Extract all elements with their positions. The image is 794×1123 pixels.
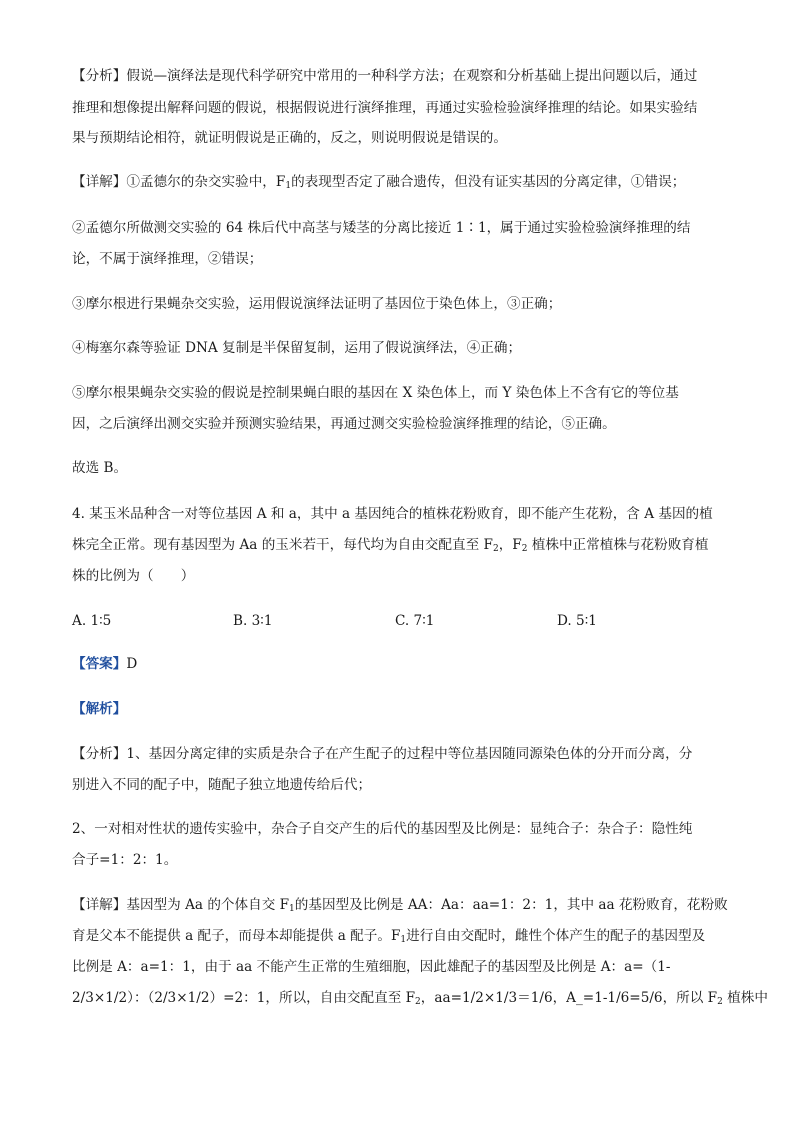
detail2-line4-sub2: 2: [717, 997, 723, 1007]
answer-value: D: [126, 656, 138, 672]
detail1-line1: [72, 172, 685, 192]
detail2-line2: [72, 926, 705, 946]
jiexi-tag: 【解析】: [72, 701, 127, 717]
detail2-line4-a: 2/3×1/2）：（2/3×1/2）=2：1，所以，自由交配直至 F: [72, 990, 416, 1006]
detail2-line3: 比例是 A：a=1：1，由于 aa 不能产生正常的生殖细胞，因此雄配子的基因型及比例是 A：a=（1-: [72, 959, 671, 975]
question4-line2-b: ，F: [498, 537, 522, 553]
question4-line3: 株的比例为（ ）: [72, 568, 195, 584]
question4-line2: [72, 535, 709, 555]
analysis2-line3: 2、一对相对性状的遗传实验中，杂合子自交产生的后代的基因型及比例是：显纯合子：杂合子：隐性纯: [72, 821, 693, 837]
detail1-line4: ③摩尔根进行果蝇杂交实验，运用假说演绎法证明了基因位于染色体上，③正确；: [72, 296, 562, 312]
analysis1-line1: 【分析】假说—演绎法是现代科学研究中常用的一种科学方法；在观察和分析基础上提出问题以后，通过: [72, 68, 698, 84]
detail1-line1-a: 【详解】①孟德尔的杂交实验中，F: [72, 174, 286, 190]
option-c: C. 7∶1: [395, 613, 435, 629]
detail2-line4-sub1: 2: [415, 997, 421, 1007]
analysis1-line2: 推理和想像提出解释问题的假说，根据假说进行演绎推理，再通过实验检验演绎推理的结论。如果实验结: [72, 100, 698, 116]
answer-line: [72, 654, 137, 674]
analysis1-line3: 果与预期结论相符，就证明假说是正确的，反之，则说明假说是错误的。: [72, 130, 507, 146]
detail2-line1: [72, 895, 728, 915]
detail2-line1-b: 的基因型及比例是 AA：Aa：aa=1：2：1，其中 aa 花粉败育，花粉败: [294, 897, 728, 913]
detail1-line5: ④梅塞尔森等验证 DNA 复制是半保留复制，运用了假说演绎法，④正确；: [72, 340, 522, 356]
detail1-line1-b: 的表现型否定了融合遗传，但没有证实基因的分离定律，①错误；: [291, 174, 686, 190]
analysis2-line2: 别进入不同的配子中，随配子独立地遗传给后代；: [72, 777, 372, 793]
analysis2-line1: 【分析】1、基因分离定律的实质是杂合子在产生配子的过程中等位基因随同源染色体的分开而分离，分: [72, 746, 693, 762]
detail2-line2-b: 进行自由交配时，雌性个体产生的配子的基因型及: [406, 928, 706, 944]
detail1-conclusion: 故选 B。: [72, 460, 128, 476]
question4-line2-sub1: 2: [492, 544, 499, 554]
detail1-line2: ②孟德尔所做测交实验的 64 株后代中高茎与矮茎的分离比接近 1∶1，属于通过实验检验演绎推理的结: [72, 220, 691, 236]
detail2-line4-c: 植株中: [722, 990, 768, 1006]
detail1-line3: 论，不属于演绎推理，②错误；: [72, 251, 263, 267]
option-b: B. 3∶1: [233, 613, 273, 629]
detail2-line2-a: 育是父本不能提供 a 配子，而母本却能提供 a 配子。F: [72, 928, 401, 944]
question4-line2-c: 植株中正常植株与花粉败育植: [527, 537, 709, 553]
detail2-line1-sub: 1: [289, 904, 295, 914]
question4-line1: 4. 某玉米品种含一对等位基因 A 和 a，其中 a 基因纯合的植株花粉败育，即不能产生花粉，含 A 基因的植: [72, 506, 713, 522]
detail2-line4: [72, 988, 768, 1008]
option-a: A. 1∶5: [72, 613, 112, 629]
jiexi-line: [72, 699, 126, 719]
detail1-line1-sub: 1: [285, 181, 292, 191]
detail1-line6: ⑤摩尔根果蝇杂交实验的假说是控制果蝇白眼的基因在 X 染色体上，而 Y 染色体上不含有它的等位基: [72, 385, 679, 401]
detail1-line7: 因，之后演绎出测交实验并预测实验结果，再通过测交实验检验演绎推理的结论，⑤正确。: [72, 416, 616, 432]
answer-tag: 【答案】: [72, 656, 127, 672]
question4-line2-sub2: 2: [521, 544, 528, 554]
detail2-line4-b: ，aa=1/2×1/3＝1/6，A_=1-1/6=5/6，所以 F: [420, 990, 718, 1006]
question4-line2-a: 株完全正常。现有基因型为 Aa 的玉米若干，每代均为自由交配直至 F: [72, 537, 493, 553]
detail2-line1-a: 【详解】基因型为 Aa 的个体自交 F: [72, 897, 290, 913]
option-d: D. 5∶1: [557, 613, 597, 629]
analysis2-line4: 合子=1：2：1。: [72, 852, 178, 868]
detail2-line2-sub: 1: [400, 935, 407, 945]
